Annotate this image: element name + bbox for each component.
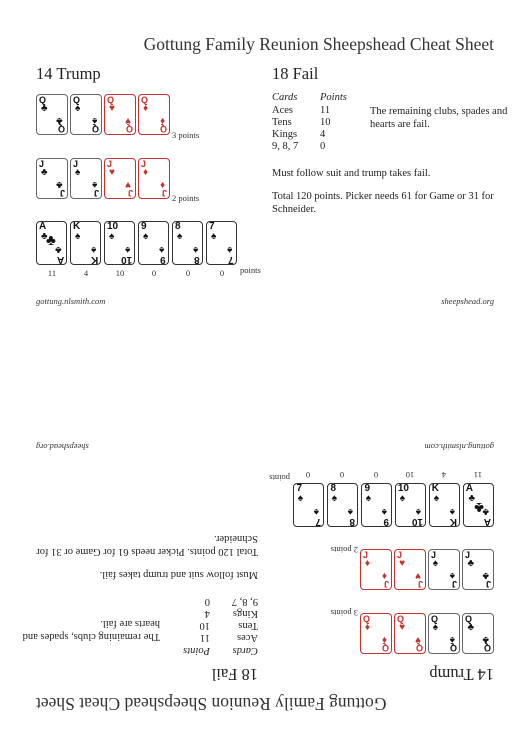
table-cell: Aces [272, 105, 293, 116]
card-rank: J [141, 159, 147, 169]
card-suit-icon: ♠ [433, 622, 439, 633]
card-point-value: 0 [339, 470, 345, 480]
card-suit-icon: ♠ [366, 493, 372, 504]
table-cell: Kings [272, 129, 298, 140]
card-suit-icon: ♠ [177, 231, 183, 242]
card-suit-icon: ♠ [415, 506, 421, 517]
card-suit-icon: ♦ [381, 570, 387, 581]
card-suit-icon: ♥ [125, 179, 131, 190]
card-rank: 7 [209, 221, 215, 232]
card-suit-icon: ♥ [399, 622, 405, 633]
playing-card [172, 221, 203, 265]
card-suit-icon: ♠ [109, 231, 115, 242]
card-suit-icon: ♥ [125, 115, 131, 126]
card-rank: A [483, 516, 491, 527]
playing-card [327, 483, 358, 527]
diamond-points-label: points [240, 265, 261, 275]
card-rank: 8 [175, 221, 181, 232]
card-suit-icon: ♠ [449, 506, 455, 517]
card-suit-icon: ♠ [124, 244, 130, 255]
table-cell: 4 [320, 129, 326, 140]
card-rank: Q [57, 124, 65, 134]
card-suit-icon: ♥ [109, 103, 115, 114]
playing-card [360, 613, 392, 654]
table-cell: 9, 8, 7 [272, 141, 299, 152]
card-rank: J [465, 550, 471, 560]
playing-card [36, 221, 67, 265]
playing-card [428, 549, 460, 590]
card-rank: Q [483, 643, 491, 653]
queens-points-label: 3 points [330, 608, 358, 618]
table-cell: 9, 8, 7 [231, 596, 258, 607]
card-rank: J [383, 579, 389, 589]
playing-card [138, 158, 170, 199]
card-rank: 8 [330, 483, 336, 494]
card-suit-icon: ♠ [143, 231, 149, 242]
card-rank: Q [141, 95, 149, 105]
card-rank: J [397, 550, 403, 560]
card-point-value: 10 [115, 268, 125, 278]
card-suit-icon: ♥ [415, 570, 421, 581]
card-suit-icon: ♠ [433, 558, 439, 569]
card-rank: 9 [364, 483, 370, 494]
playing-card [462, 613, 494, 654]
playing-card [462, 549, 494, 590]
card-suit-icon: ♣ [41, 231, 48, 242]
card-suit-icon: ♣ [482, 570, 489, 581]
fail-heading: 18 Fail [211, 665, 258, 684]
card-suit-icon: ♦ [381, 634, 387, 645]
card-suit-icon: ♦ [143, 167, 149, 178]
card-rank: 8 [194, 254, 200, 265]
card-rank: 10 [398, 483, 410, 494]
card-rank: Q [159, 124, 167, 134]
card-rank: 7 [296, 483, 302, 494]
card-point-value: 0 [185, 268, 191, 278]
playing-card [360, 549, 392, 590]
card-rank: 7 [228, 254, 234, 265]
card-suit-icon: ♠ [434, 493, 440, 504]
card-point-value: 11 [47, 268, 57, 278]
card-center-suit-icon: ♣ [474, 499, 484, 515]
playing-card [138, 221, 169, 265]
card-rank: 10 [411, 516, 423, 527]
card-point-value: 4 [441, 470, 447, 480]
playing-card [206, 221, 237, 265]
card-suit-icon: ♦ [159, 115, 165, 126]
card-suit-icon: ♦ [143, 103, 149, 114]
card-suit-icon: ♥ [415, 634, 421, 645]
follow-suit-note: Must follow suit and trump takes fail. [272, 168, 431, 179]
card-suit-icon: ♠ [226, 244, 232, 255]
jacks-points-label: 2 points [172, 193, 200, 203]
card-rank: J [161, 188, 167, 198]
card-rank: A [56, 254, 64, 265]
table-cell: 10 [199, 620, 210, 631]
card-rank: A [39, 221, 47, 232]
card-suit-icon: ♠ [400, 493, 406, 504]
sheet-title: Gottung Family Reunion Sheepshead Cheat Sheet [36, 694, 387, 714]
card-point-value: 0 [373, 470, 379, 480]
playing-card [429, 483, 460, 527]
remaining-fail-note: The remaining clubs, spades and hearts are fail. [22, 618, 160, 642]
card-rank: 9 [141, 221, 147, 232]
card-suit-icon: ♠ [332, 493, 338, 504]
card-point-value: 10 [405, 470, 415, 480]
card-rank: J [39, 159, 45, 169]
card-suit-icon: ♣ [55, 244, 62, 255]
sheet-title: Gottung Family Reunion Sheepshead Cheat Sheet [143, 34, 494, 54]
card-rank: Q [449, 643, 457, 653]
card-rank: J [485, 579, 491, 589]
card-suit-icon: ♥ [399, 558, 405, 569]
playing-card [104, 221, 135, 265]
jacks-points-label: 2 points [330, 545, 358, 555]
table-header-points: Points [320, 92, 347, 103]
card-suit-icon: ♠ [381, 506, 387, 517]
card-suit-icon: ♠ [91, 179, 97, 190]
card-suit-icon: ♥ [109, 167, 115, 178]
card-suit-icon: ♦ [365, 558, 371, 569]
card-rank: 9 [383, 516, 389, 527]
playing-card [463, 483, 494, 527]
playing-card [394, 613, 426, 654]
card-rank: Q [363, 614, 371, 624]
playing-card [36, 94, 68, 135]
cheat-sheet-top [0, 0, 530, 374]
card-rank: K [432, 483, 440, 494]
card-point-value: 11 [473, 470, 483, 480]
card-suit-icon: ♠ [449, 570, 455, 581]
card-rank: J [127, 188, 133, 198]
playing-card [361, 483, 392, 527]
card-rank: 7 [315, 516, 321, 527]
playing-card [395, 483, 426, 527]
table-cell: 0 [320, 141, 326, 152]
card-suit-icon: ♣ [468, 493, 475, 504]
card-point-value: 0 [305, 470, 311, 480]
card-rank: Q [431, 614, 439, 624]
card-suit-icon: ♣ [41, 103, 48, 114]
card-suit-icon: ♠ [91, 115, 97, 126]
trump-heading: 14 Trump [36, 64, 101, 83]
card-rank: J [431, 550, 437, 560]
card-suit-icon: ♠ [211, 231, 217, 242]
playing-card [428, 613, 460, 654]
table-cell: 10 [320, 117, 331, 128]
card-rank: J [73, 159, 79, 169]
table-cell: Tens [272, 117, 292, 128]
card-suit-icon: ♠ [192, 244, 198, 255]
card-rank: Q [91, 124, 99, 134]
card-rank: J [363, 550, 369, 560]
table-header-cards: Cards [232, 645, 258, 656]
card-suit-icon: ♠ [298, 493, 304, 504]
card-suit-icon: ♣ [56, 115, 63, 126]
total-points-note: Total 120 points. Picker needs 61 for Game or 31 for Schneider. [272, 191, 494, 215]
card-suit-icon: ♦ [365, 622, 371, 633]
card-point-value: 0 [151, 268, 157, 278]
card-point-value: 4 [83, 268, 89, 278]
card-point-value: 0 [219, 268, 225, 278]
card-rank: Q [39, 95, 47, 105]
card-suit-icon: ♠ [158, 244, 164, 255]
card-rank: Q [465, 614, 473, 624]
table-cell: 0 [204, 596, 210, 607]
card-rank: A [466, 483, 474, 494]
card-suit-icon: ♣ [56, 179, 63, 190]
card-rank: J [107, 159, 113, 169]
playing-card [138, 94, 170, 135]
card-suit-icon: ♣ [467, 622, 474, 633]
footer-link-gottung: gottung.nlsmith.com [424, 442, 494, 452]
card-suit-icon: ♣ [482, 506, 489, 517]
card-suit-icon: ♠ [347, 506, 353, 517]
playing-card [70, 221, 101, 265]
table-header-points: Points [183, 645, 210, 656]
table-cell: 11 [320, 105, 331, 116]
card-rank: 8 [349, 516, 355, 527]
card-rank: Q [73, 95, 81, 105]
card-rank: J [451, 579, 457, 589]
table-cell: 4 [204, 608, 210, 619]
card-suit-icon: ♦ [159, 179, 165, 190]
table-cell: Aces [237, 632, 258, 643]
card-suit-icon: ♠ [449, 634, 455, 645]
card-suit-icon: ♠ [313, 506, 319, 517]
card-rank: Q [381, 643, 389, 653]
total-points-note: Total 120 points. Picker needs 61 for Game or 31 for Schneider. [36, 533, 258, 557]
card-rank: K [90, 254, 98, 265]
diamond-points-label: points [269, 473, 290, 483]
card-suit-icon: ♣ [467, 558, 474, 569]
playing-card [104, 158, 136, 199]
table-cell: 11 [199, 632, 210, 643]
card-center-suit-icon: ♣ [46, 233, 56, 249]
playing-card [36, 158, 68, 199]
card-suit-icon: ♣ [482, 634, 489, 645]
card-suit-icon: ♣ [41, 167, 48, 178]
playing-card [293, 483, 324, 527]
follow-suit-note: Must follow suit and trump takes fail. [99, 569, 258, 580]
footer-link-sheepshead: sheepshead.org [441, 296, 494, 306]
fail-heading: 18 Fail [272, 64, 319, 83]
card-suit-icon: ♠ [75, 231, 81, 242]
card-suit-icon: ♠ [90, 244, 96, 255]
table-cell: Kings [232, 608, 258, 619]
card-rank: 10 [107, 221, 119, 232]
playing-card [104, 94, 136, 135]
footer-link-sheepshead: sheepshead.org [36, 442, 89, 452]
queens-points-label: 3 points [172, 130, 200, 140]
card-rank: Q [125, 124, 133, 134]
card-rank: K [73, 221, 81, 232]
remaining-fail-note: The remaining clubs, spades and hearts are fail. [370, 106, 508, 130]
card-suit-icon: ♠ [75, 103, 81, 114]
playing-card [70, 158, 102, 199]
card-suit-icon: ♠ [75, 167, 81, 178]
footer-link-gottung: gottung.nlsmith.com [36, 296, 106, 306]
card-rank: Q [415, 643, 423, 653]
table-cell: Tens [238, 620, 258, 631]
trump-heading: 14 Trump [429, 665, 494, 684]
playing-card [394, 549, 426, 590]
card-rank: Q [397, 614, 405, 624]
card-rank: Q [107, 95, 115, 105]
card-rank: 9 [160, 254, 166, 265]
card-rank: J [59, 188, 65, 198]
card-rank: 10 [120, 254, 132, 265]
playing-card [70, 94, 102, 135]
cheat-sheet-bottom-rotated [0, 374, 530, 748]
card-rank: J [417, 579, 423, 589]
table-header-cards: Cards [272, 92, 298, 103]
card-rank: K [449, 516, 457, 527]
card-rank: J [93, 188, 99, 198]
